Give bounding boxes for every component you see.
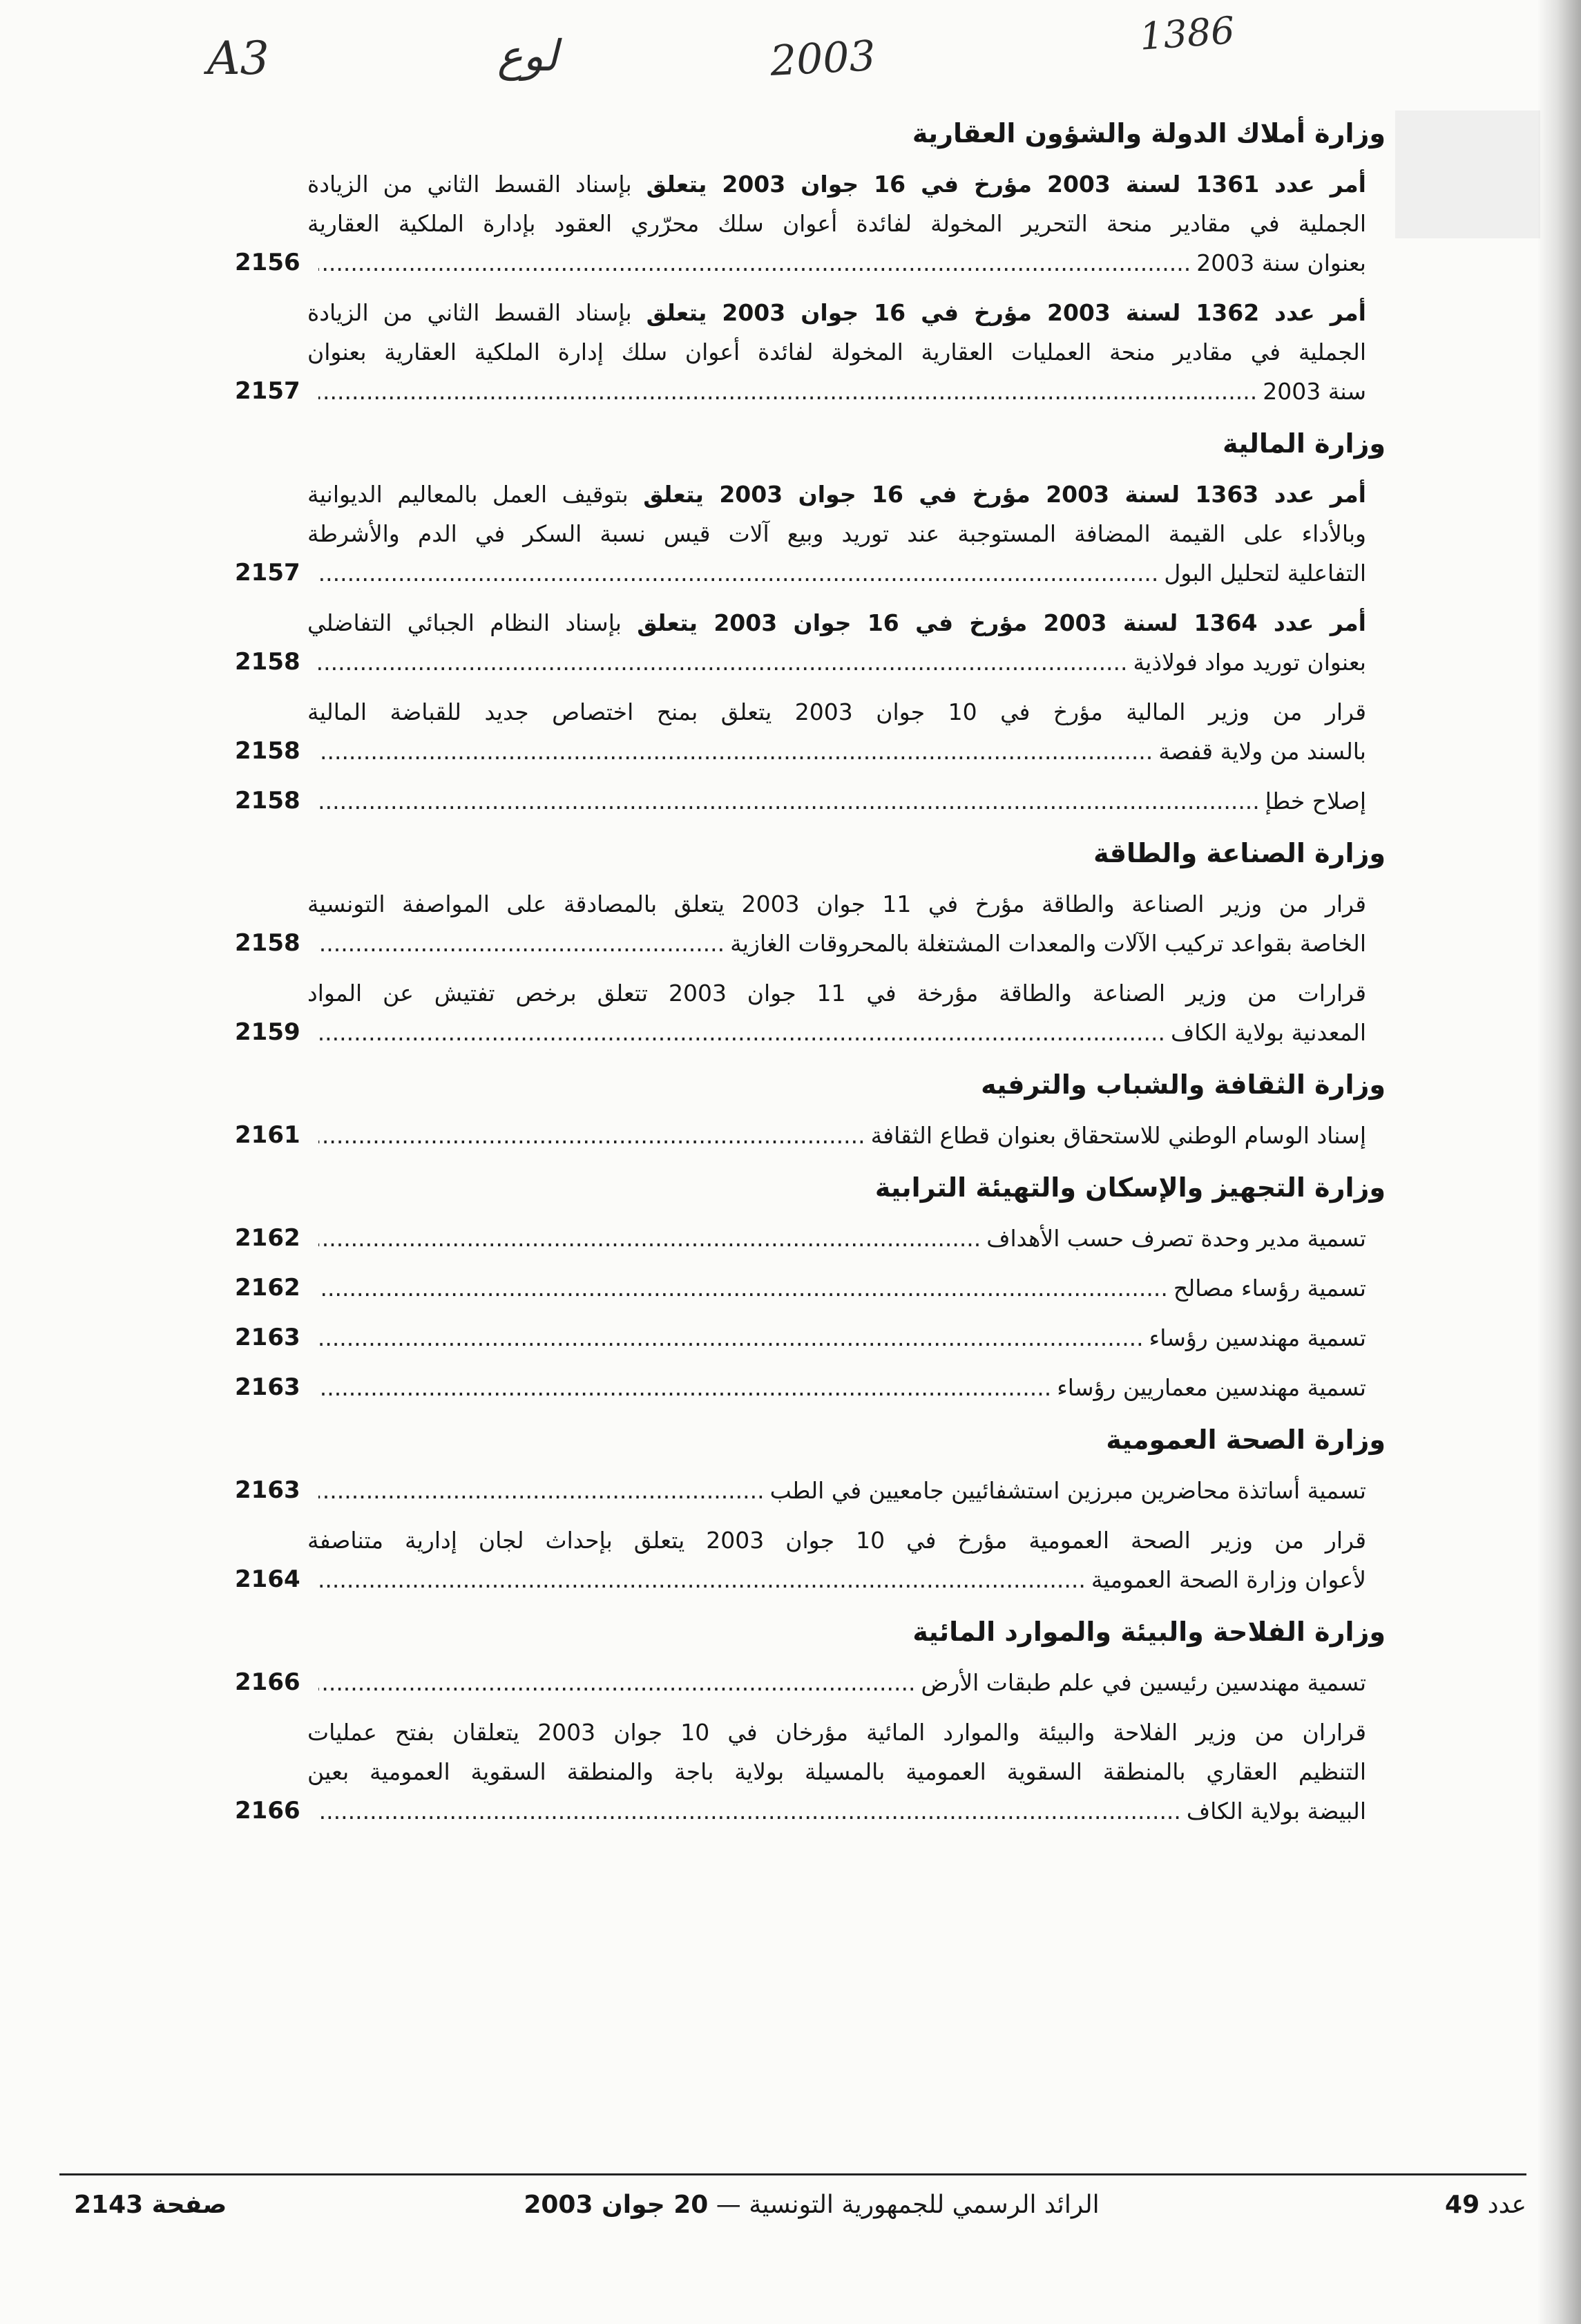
dot-leader [318,1219,981,1258]
section-title: وزارة الصحة العمومية [1106,1425,1386,1455]
footer-page-value: 2143 [74,2191,144,2219]
toc-entry [235,1713,1386,1831]
entry-line [307,884,1366,924]
entry-line-text: تسمية أساتذة محاضرين مبرزين استشفائيين جامعيين في الطب [769,1477,1366,1504]
entry-text [307,884,1386,963]
page-edge-shadow [1537,0,1581,2324]
dot-leader [318,1116,865,1155]
line-text [1133,642,1366,682]
entry-last-line [307,924,1366,963]
line-text [307,603,1366,642]
footer-page-label: صفحة [151,2191,227,2219]
entry-last-line [307,372,1366,411]
dot-leader [318,642,1128,682]
page-number: 2162 [235,1224,300,1252]
page-number: 2166 [235,1797,300,1825]
entry-text [307,293,1386,411]
entry-line [307,1752,1366,1791]
line-text [307,514,1366,553]
entry-last-line [307,1318,1366,1358]
entry-last-line [307,1219,1366,1258]
dot-leader [318,553,1158,593]
line-text [1263,372,1366,411]
line-text [1265,781,1366,821]
entry-last-line [307,1471,1366,1510]
page-number: 2158 [235,648,300,676]
entry-line-text: تسمية مهندسين رئيسين في علم طبقات الأرض [921,1669,1366,1696]
dot-leader [318,1560,1086,1599]
entry-text [307,692,1386,771]
entry-last-line [307,642,1366,682]
dot-leader [318,1663,916,1702]
entry-bold-lead: أمر عدد 1361 لسنة 2003 مؤرخ في 16 جوان 2003 يتعلق [646,171,1366,198]
entry-line [307,692,1366,732]
entry-bold-lead: أمر عدد 1362 لسنة 2003 مؤرخ في 16 جوان 2003 يتعلق [646,299,1366,326]
entry-text [307,1521,1386,1599]
line-text [1173,1268,1366,1308]
footer-journal-title [511,2187,1112,2223]
toc-entry [235,475,1386,593]
dot-leader [318,1013,1165,1052]
entry-line-text: تسمية مهندسين معماريين رؤساء [1057,1374,1366,1401]
toc-section [235,832,1386,1052]
entry-line-text: إسناد الوسام الوطني للاستحقاق بعنوان قطاع الثقافة [870,1122,1366,1149]
page-number: 2163 [235,1324,300,1351]
toc-section [235,113,1386,411]
entry-line-text: سنة 2003 [1263,378,1366,405]
dot-leader [318,1268,1168,1308]
section-title: وزارة الفلاحة والبيئة والموارد المائية [912,1617,1386,1647]
line-text [921,1663,1367,1702]
entry-last-line [307,553,1366,593]
toc-entry [235,1471,1386,1510]
entry-line-text: بإسناد القسط الثاني من الزيادة [307,299,632,326]
toc-section [235,1064,1386,1155]
entry-text [307,1219,1386,1258]
page-number: 2158 [235,929,300,957]
entry-line-text: الجملية في مقادير منحة التحرير المخولة لفائدة أعوان سلك محرّري العقود بإدارة الملكية العقارية [307,210,1366,237]
entry-line-text: بتوقيف العمل بالمعاليم الديوانية [307,481,629,508]
footer-separator: — [716,2191,741,2219]
entry-line-text: بالسند من ولاية قفصة [1158,738,1366,765]
handwritten-note: A3 [207,32,269,85]
line-text [1057,1368,1366,1407]
toc-entry [235,692,1386,771]
section-title: وزارة المالية [1223,428,1386,459]
entry-text [307,475,1386,593]
toc-entry [235,603,1386,682]
footer-rule [59,2173,1526,2175]
entry-last-line [307,1560,1366,1599]
entry-line-text: لأعوان وزارة الصحة العمومية [1091,1566,1366,1593]
entry-line-text: وبالأداء على القيمة المضافة المستوجبة عند توريد وبيع آلات قيس نسبة السكر في الدم والأشرطة [307,520,1366,547]
entry-line [307,204,1366,243]
entry-line-text: تسمية مدير وحدة تصرف حسب الأهداف [986,1225,1366,1252]
entry-line-text: بعنوان توريد مواد فولاذية [1133,649,1366,676]
entry-last-line [307,1013,1366,1052]
toc-entry [235,1219,1386,1258]
entry-line-text: إصلاح خطإ [1265,788,1366,815]
line-text [730,924,1366,963]
entry-bold-lead: أمر عدد 1364 لسنة 2003 مؤرخ في 16 جوان 2003 يتعلق [637,609,1366,636]
line-text [307,1752,1366,1791]
entry-text [307,973,1386,1052]
entry-line [307,514,1366,553]
line-text [307,204,1366,243]
line-text [1164,553,1366,593]
entry-last-line [307,781,1366,821]
entry-line-text: بإسناد القسط الثاني من الزيادة [307,171,632,198]
entry-bold-lead: أمر عدد 1363 لسنة 2003 مؤرخ في 16 جوان 2003 يتعلق [643,481,1366,508]
line-text [770,1471,1366,1510]
entry-line-text: قرار من وزير المالية مؤرخ في 10 جوان 2003 يتعلق بمنح اختصاص جديد للقباضة المالية [307,698,1366,725]
toc-entry [235,1318,1386,1358]
line-text [307,692,1366,732]
entry-line-text: قراران من وزير الفلاحة والبيئة والموارد المائية مؤرخان في 10 جوان 2003 يتعلقان بفتح عمليات [307,1719,1366,1746]
toc-entry [235,1368,1386,1407]
toc-entry [235,1663,1386,1702]
dot-leader [318,1791,1181,1831]
entry-line-text: التنظيم العقاري بالمنطقة السقوية العمومية بالمسيلة بولاية باجة والمنطقة السقوية العمومية بعين [307,1758,1366,1785]
entry-text [307,1713,1386,1831]
line-text [1196,243,1366,283]
entry-line [307,293,1366,332]
toc-entry [235,1521,1386,1599]
line-text [1158,732,1366,771]
page-number: 2164 [235,1565,300,1593]
entry-last-line [307,1663,1366,1702]
table-of-contents [235,113,1386,1831]
line-text [1149,1318,1366,1358]
toc-section [235,423,1386,821]
toc-entry [235,973,1386,1052]
entry-line-text: تسمية رؤساء مصالح [1173,1275,1366,1302]
handwritten-note: لوع [497,30,558,81]
entry-line [307,475,1366,514]
dot-leader [318,1318,1144,1358]
entry-text [307,603,1386,682]
footer-issue-value: 49 [1445,2191,1480,2219]
page-number: 2162 [235,1274,300,1302]
page-number: 2156 [235,249,300,276]
entry-line-text: التفاعلية لتحليل البول [1164,560,1366,587]
entry-line-text: قرارات من وزير الصناعة والطاقة مؤرخة في 11 جوان 2003 تتعلق برخص تفتيش عن المواد [307,980,1366,1007]
line-text [307,1713,1366,1752]
toc-entry [235,293,1386,411]
line-text [307,164,1366,204]
entry-last-line [307,1268,1366,1308]
page-number: 2161 [235,1121,300,1149]
page-number: 2158 [235,737,300,765]
entry-line-text: بعنوان سنة 2003 [1196,249,1366,276]
dot-leader [318,781,1260,821]
line-text [1171,1013,1366,1052]
entry-line [307,332,1366,372]
footer-date: 20 جوان 2003 [524,2191,709,2219]
line-text [986,1219,1366,1258]
line-text [307,1521,1366,1560]
entry-last-line [307,732,1366,771]
footer-issue-number [1445,2187,1526,2223]
footer-issue-label: عدد [1487,2191,1526,2219]
section-title: وزارة الصناعة والطاقة [1093,838,1386,868]
entry-text [307,1368,1386,1407]
entry-last-line [307,1116,1366,1155]
entry-last-line [307,1368,1366,1407]
page-number: 2159 [235,1018,300,1046]
line-text [1091,1560,1366,1599]
entry-line-text: بإسناد النظام الجبائي التفاضلي [307,609,622,636]
page-number: 2158 [235,787,300,815]
dot-leader [318,732,1153,771]
page-number: 2157 [235,559,300,587]
section-title: وزارة الثقافة والشباب والترفيه [981,1069,1386,1100]
toc-entry [235,781,1386,821]
section-title: وزارة أملاك الدولة والشؤون العقارية [912,118,1386,149]
line-text [307,475,1366,514]
entry-line-text: تسمية مهندسين رؤساء [1149,1324,1366,1351]
handwritten-note: 2003 [769,32,877,86]
dot-leader [318,1368,1051,1407]
entry-line-text: البيضة بولاية الكاف [1186,1798,1366,1825]
entry-line-text: المعدنية بولاية الكاف [1171,1019,1366,1046]
dot-leader [318,1471,765,1510]
entry-line-text: الجملية في مقادير منحة العمليات العقارية المخولة لفائدة أعوان سلك إدارة الملكية العقارية بعنوان [307,339,1366,365]
adjacent-page-bleed [1395,111,1540,238]
entry-line-text: الخاصة بقواعد تركيب الآلات والمعدات المشتغلة بالمحروقات الغازية [730,930,1366,957]
entry-text [307,1318,1386,1358]
entry-text [307,164,1386,283]
dot-leader [318,372,1257,411]
handwritten-note: 1386 [1138,8,1236,59]
line-text [307,973,1366,1013]
section-title: وزارة التجهيز والإسكان والتهيئة الترابية [874,1172,1386,1203]
entry-line [307,973,1366,1013]
entry-line [307,603,1366,642]
line-text [307,884,1366,924]
toc-section [235,1611,1386,1831]
dot-leader [318,243,1191,283]
page-number: 2157 [235,377,300,405]
entry-text [307,1471,1386,1510]
toc-entry [235,1268,1386,1308]
toc-entry [235,1116,1386,1155]
page-number: 2166 [235,1668,300,1696]
page-number: 2163 [235,1476,300,1504]
page-number: 2163 [235,1373,300,1401]
toc-section [235,1419,1386,1599]
entry-text [307,1268,1386,1308]
entry-line [307,1521,1366,1560]
dot-leader [318,924,725,963]
entry-text [307,1663,1386,1702]
entry-line-text: قرار من وزير الصحة العمومية مؤرخ في 10 جوان 2003 يتعلق بإحداث لجان إدارية متناصفة [307,1527,1366,1554]
toc-entry [235,884,1386,963]
line-text [871,1116,1366,1155]
entry-line [307,164,1366,204]
line-text [307,332,1366,372]
footer-journal-name: الرائد الرسمي للجمهورية التونسية [749,2191,1100,2219]
entry-line-text: قرار من وزير الصناعة والطاقة مؤرخ في 11 جوان 2003 يتعلق بالمصادقة على المواصفة التونسية [307,890,1366,917]
entry-text [307,781,1386,821]
entry-last-line [307,1791,1366,1831]
entry-text [307,1116,1386,1155]
toc-entry [235,164,1386,283]
footer-page-number [74,2187,227,2223]
entry-last-line [307,243,1366,283]
toc-section [235,1167,1386,1407]
entry-line [307,1713,1366,1752]
line-text [307,293,1366,332]
line-text [1187,1791,1366,1831]
